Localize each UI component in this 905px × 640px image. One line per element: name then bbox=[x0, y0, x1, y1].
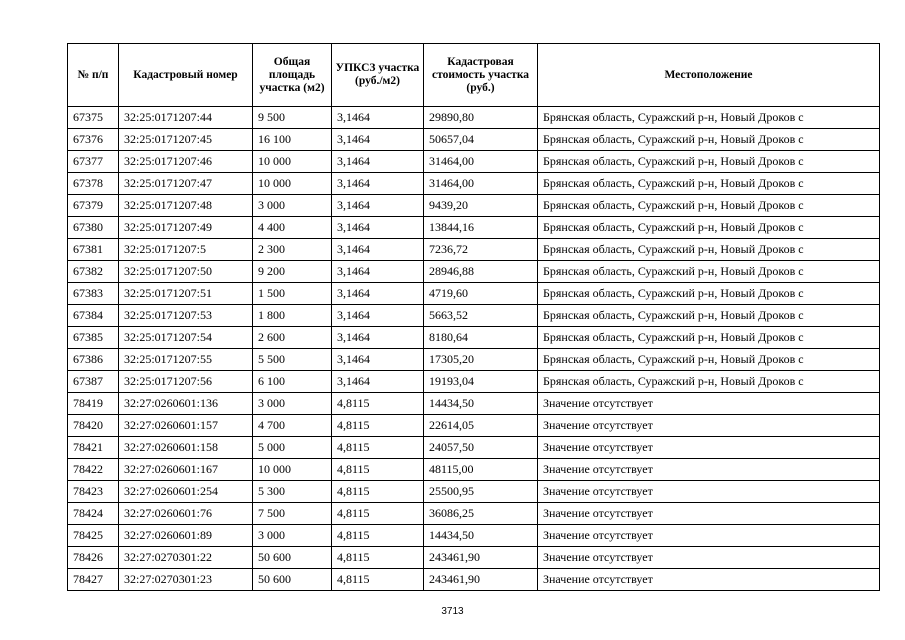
cell-cadastral-value: 8180,64 bbox=[424, 327, 538, 349]
cell-number: 67378 bbox=[68, 173, 119, 195]
cell-area: 10 000 bbox=[253, 173, 332, 195]
cell-upksz: 3,1464 bbox=[332, 371, 424, 393]
cadastral-value-table bbox=[67, 43, 880, 591]
table-row bbox=[68, 327, 880, 349]
cell-cadastral-number: 32:25:0171207:49 bbox=[119, 217, 253, 239]
cell-number: 67377 bbox=[68, 151, 119, 173]
cell-cadastral-value: 5663,52 bbox=[424, 305, 538, 327]
cell-upksz: 4,8115 bbox=[332, 547, 424, 569]
table-body bbox=[68, 107, 880, 591]
cell-number: 78422 bbox=[68, 459, 119, 481]
cell-cadastral-value: 31464,00 bbox=[424, 151, 538, 173]
table-row bbox=[68, 415, 880, 437]
cell-cadastral-value: 4719,60 bbox=[424, 283, 538, 305]
cell-cadastral-number: 32:25:0171207:56 bbox=[119, 371, 253, 393]
cell-upksz: 3,1464 bbox=[332, 349, 424, 371]
cell-cadastral-value: 7236,72 bbox=[424, 239, 538, 261]
cell-area: 5 300 bbox=[253, 481, 332, 503]
cell-cadastral-number: 32:25:0171207:53 bbox=[119, 305, 253, 327]
table-row bbox=[68, 283, 880, 305]
cell-location: Брянская область, Суражский р-н, Новый Дроков с bbox=[538, 283, 880, 305]
cell-area: 2 300 bbox=[253, 239, 332, 261]
col-header-area: Общая площадь участка (м2) bbox=[253, 44, 332, 107]
cell-upksz: 3,1464 bbox=[332, 239, 424, 261]
cell-upksz: 4,8115 bbox=[332, 569, 424, 591]
cell-number: 78423 bbox=[68, 481, 119, 503]
cell-cadastral-number: 32:25:0171207:48 bbox=[119, 195, 253, 217]
cell-location: Значение отсутствует bbox=[538, 437, 880, 459]
cell-number: 67379 bbox=[68, 195, 119, 217]
cell-upksz: 3,1464 bbox=[332, 327, 424, 349]
cell-location: Брянская область, Суражский р-н, Новый Дроков с bbox=[538, 173, 880, 195]
cell-cadastral-number: 32:27:0270301:22 bbox=[119, 547, 253, 569]
cell-cadastral-number: 32:27:0260601:254 bbox=[119, 481, 253, 503]
cell-area: 10 000 bbox=[253, 151, 332, 173]
table-row bbox=[68, 481, 880, 503]
cell-location: Брянская область, Суражский р-н, Новый Дроков с bbox=[538, 261, 880, 283]
cell-area: 10 000 bbox=[253, 459, 332, 481]
cell-number: 67385 bbox=[68, 327, 119, 349]
cell-cadastral-value: 19193,04 bbox=[424, 371, 538, 393]
cell-area: 6 100 bbox=[253, 371, 332, 393]
cell-cadastral-value: 48115,00 bbox=[424, 459, 538, 481]
cell-upksz: 3,1464 bbox=[332, 195, 424, 217]
cell-number: 78424 bbox=[68, 503, 119, 525]
cell-cadastral-value: 243461,90 bbox=[424, 569, 538, 591]
cell-location: Брянская область, Суражский р-н, Новый Дроков с bbox=[538, 327, 880, 349]
table-row bbox=[68, 525, 880, 547]
cell-number: 67380 bbox=[68, 217, 119, 239]
table-row bbox=[68, 195, 880, 217]
cell-number: 67386 bbox=[68, 349, 119, 371]
col-header-cadastral-value: Кадастровая стоимость участка (руб.) bbox=[424, 44, 538, 107]
cell-cadastral-number: 32:27:0260601:157 bbox=[119, 415, 253, 437]
cell-upksz: 3,1464 bbox=[332, 107, 424, 129]
cell-location: Брянская область, Суражский р-н, Новый Дроков с bbox=[538, 107, 880, 129]
cell-location: Брянская область, Суражский р-н, Новый Дроков с bbox=[538, 305, 880, 327]
cell-cadastral-value: 29890,80 bbox=[424, 107, 538, 129]
cell-location: Значение отсутствует bbox=[538, 503, 880, 525]
cell-cadastral-value: 28946,88 bbox=[424, 261, 538, 283]
cell-location: Брянская область, Суражский р-н, Новый Дроков с bbox=[538, 371, 880, 393]
cell-location: Значение отсутствует bbox=[538, 547, 880, 569]
cell-area: 50 600 bbox=[253, 547, 332, 569]
cell-upksz: 3,1464 bbox=[332, 283, 424, 305]
cell-cadastral-number: 32:27:0260601:76 bbox=[119, 503, 253, 525]
cell-number: 67384 bbox=[68, 305, 119, 327]
table-row bbox=[68, 173, 880, 195]
cell-number: 67382 bbox=[68, 261, 119, 283]
cell-area: 4 700 bbox=[253, 415, 332, 437]
cell-cadastral-number: 32:25:0171207:47 bbox=[119, 173, 253, 195]
cell-location: Брянская область, Суражский р-н, Новый Дроков с bbox=[538, 349, 880, 371]
cell-area: 4 400 bbox=[253, 217, 332, 239]
cell-area: 1 800 bbox=[253, 305, 332, 327]
cell-upksz: 4,8115 bbox=[332, 525, 424, 547]
cell-location: Брянская область, Суражский р-н, Новый Дроков с bbox=[538, 195, 880, 217]
cell-cadastral-number: 32:25:0171207:44 bbox=[119, 107, 253, 129]
cell-number: 67376 bbox=[68, 129, 119, 151]
table-row bbox=[68, 547, 880, 569]
cell-number: 78419 bbox=[68, 393, 119, 415]
cell-upksz: 3,1464 bbox=[332, 217, 424, 239]
cell-number: 67383 bbox=[68, 283, 119, 305]
cell-upksz: 3,1464 bbox=[332, 261, 424, 283]
cell-cadastral-number: 32:25:0171207:5 bbox=[119, 239, 253, 261]
table-row bbox=[68, 239, 880, 261]
cell-upksz: 4,8115 bbox=[332, 503, 424, 525]
cell-cadastral-value: 24057,50 bbox=[424, 437, 538, 459]
table-header-row bbox=[68, 44, 880, 107]
table-row bbox=[68, 349, 880, 371]
cell-cadastral-value: 25500,95 bbox=[424, 481, 538, 503]
cell-location: Брянская область, Суражский р-н, Новый Дроков с bbox=[538, 129, 880, 151]
page-number: 3713 bbox=[441, 606, 464, 617]
cell-cadastral-number: 32:27:0260601:136 bbox=[119, 393, 253, 415]
cell-cadastral-value: 13844,16 bbox=[424, 217, 538, 239]
table-row bbox=[68, 217, 880, 239]
cell-location: Брянская область, Суражский р-н, Новый Дроков с bbox=[538, 151, 880, 173]
col-header-number: № п/п bbox=[68, 44, 119, 107]
cell-upksz: 4,8115 bbox=[332, 415, 424, 437]
col-header-upksz: УПКСЗ участка (руб./м2) bbox=[332, 44, 424, 107]
cell-cadastral-number: 32:25:0171207:51 bbox=[119, 283, 253, 305]
table-row bbox=[68, 503, 880, 525]
col-header-cadastral-number: Кадастровый номер bbox=[119, 44, 253, 107]
cell-upksz: 3,1464 bbox=[332, 305, 424, 327]
cell-area: 3 000 bbox=[253, 525, 332, 547]
cell-cadastral-value: 14434,50 bbox=[424, 525, 538, 547]
cell-area: 5 500 bbox=[253, 349, 332, 371]
cell-area: 2 600 bbox=[253, 327, 332, 349]
cell-cadastral-value: 9439,20 bbox=[424, 195, 538, 217]
cell-number: 67375 bbox=[68, 107, 119, 129]
cell-number: 78420 bbox=[68, 415, 119, 437]
cell-upksz: 3,1464 bbox=[332, 151, 424, 173]
cell-location: Значение отсутствует bbox=[538, 481, 880, 503]
cell-location: Значение отсутствует bbox=[538, 569, 880, 591]
cell-cadastral-value: 31464,00 bbox=[424, 173, 538, 195]
table-row bbox=[68, 437, 880, 459]
cell-number: 67387 bbox=[68, 371, 119, 393]
cell-upksz: 4,8115 bbox=[332, 481, 424, 503]
cell-cadastral-value: 243461,90 bbox=[424, 547, 538, 569]
cell-area: 9 200 bbox=[253, 261, 332, 283]
cell-number: 78427 bbox=[68, 569, 119, 591]
cell-area: 16 100 bbox=[253, 129, 332, 151]
cell-area: 3 000 bbox=[253, 195, 332, 217]
cell-upksz: 4,8115 bbox=[332, 393, 424, 415]
cell-cadastral-value: 22614,05 bbox=[424, 415, 538, 437]
cell-cadastral-value: 14434,50 bbox=[424, 393, 538, 415]
cell-cadastral-number: 32:25:0171207:54 bbox=[119, 327, 253, 349]
cell-area: 50 600 bbox=[253, 569, 332, 591]
cell-upksz: 4,8115 bbox=[332, 459, 424, 481]
cell-location: Значение отсутствует bbox=[538, 459, 880, 481]
cell-location: Брянская область, Суражский р-н, Новый Дроков с bbox=[538, 217, 880, 239]
cell-area: 5 000 bbox=[253, 437, 332, 459]
table-row bbox=[68, 393, 880, 415]
cell-cadastral-number: 32:27:0260601:89 bbox=[119, 525, 253, 547]
cell-cadastral-number: 32:25:0171207:50 bbox=[119, 261, 253, 283]
table-row bbox=[68, 107, 880, 129]
cell-cadastral-number: 32:25:0171207:45 bbox=[119, 129, 253, 151]
col-header-location: Местоположение bbox=[538, 44, 880, 107]
cell-area: 3 000 bbox=[253, 393, 332, 415]
cell-location: Значение отсутствует bbox=[538, 393, 880, 415]
cell-number: 78421 bbox=[68, 437, 119, 459]
cell-cadastral-number: 32:27:0260601:167 bbox=[119, 459, 253, 481]
cell-location: Брянская область, Суражский р-н, Новый Дроков с bbox=[538, 239, 880, 261]
cell-cadastral-value: 36086,25 bbox=[424, 503, 538, 525]
cell-cadastral-number: 32:27:0260601:158 bbox=[119, 437, 253, 459]
cell-upksz: 3,1464 bbox=[332, 129, 424, 151]
cell-cadastral-value: 17305,20 bbox=[424, 349, 538, 371]
cell-upksz: 4,8115 bbox=[332, 437, 424, 459]
table-row bbox=[68, 151, 880, 173]
cell-number: 78426 bbox=[68, 547, 119, 569]
table-row bbox=[68, 459, 880, 481]
cell-area: 1 500 bbox=[253, 283, 332, 305]
table-row bbox=[68, 305, 880, 327]
cell-cadastral-number: 32:27:0270301:23 bbox=[119, 569, 253, 591]
cell-number: 67381 bbox=[68, 239, 119, 261]
cell-cadastral-number: 32:25:0171207:55 bbox=[119, 349, 253, 371]
table-row bbox=[68, 261, 880, 283]
cell-location: Значение отсутствует bbox=[538, 525, 880, 547]
cell-area: 7 500 bbox=[253, 503, 332, 525]
cell-location: Значение отсутствует bbox=[538, 415, 880, 437]
cell-cadastral-number: 32:25:0171207:46 bbox=[119, 151, 253, 173]
table-row bbox=[68, 569, 880, 591]
table-row bbox=[68, 129, 880, 151]
table-row bbox=[68, 371, 880, 393]
cell-area: 9 500 bbox=[253, 107, 332, 129]
cell-cadastral-value: 50657,04 bbox=[424, 129, 538, 151]
cell-upksz: 3,1464 bbox=[332, 173, 424, 195]
cell-number: 78425 bbox=[68, 525, 119, 547]
